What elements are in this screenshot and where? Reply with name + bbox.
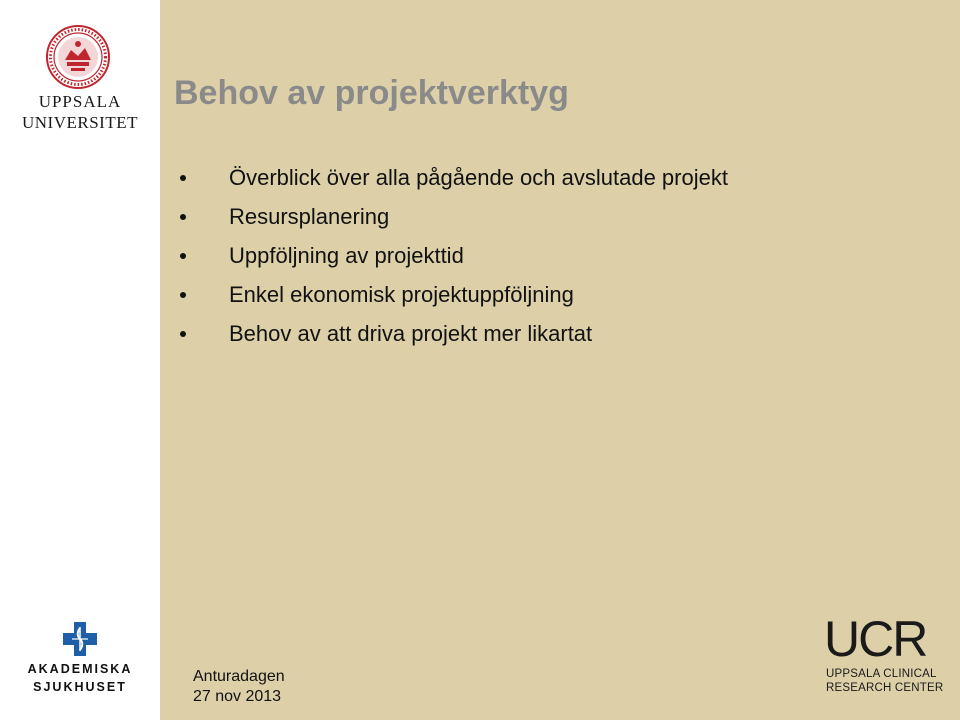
- bullet-text: Behov av att driva projekt mer likartat: [229, 321, 593, 346]
- akademiska-logo-line1: AKADEMISKA: [27, 662, 133, 676]
- ucr-logo-line1: UPPSALA CLINICAL: [826, 668, 937, 680]
- uppsala-logo-line2: UNIVERSITET: [22, 113, 138, 132]
- slide-title: Behov av projektverktyg: [174, 74, 569, 112]
- ucr-logo-mark: UCR: [824, 611, 927, 667]
- akademiska-logo-line2: SJUKHUSET: [33, 680, 127, 694]
- bullet-dot-icon: [180, 331, 186, 337]
- bullet-text: Överblick över alla pågående och avslutade projekt: [229, 165, 728, 190]
- footer-date: 27 nov 2013: [193, 688, 282, 705]
- ucr-logo-line2: RESEARCH CENTER: [826, 682, 944, 694]
- logo-sidebar: [0, 0, 160, 720]
- akademiska-cross-icon: [63, 622, 97, 656]
- bullet-dot-icon: [180, 253, 186, 259]
- bullet-text: Enkel ekonomisk projektuppföljning: [229, 282, 574, 307]
- bullet-text: Uppföljning av projekttid: [229, 243, 464, 268]
- uppsala-university-seal-icon: [45, 24, 111, 90]
- bullet-dot-icon: [180, 214, 186, 220]
- bullet-text: Resursplanering: [229, 204, 390, 229]
- bullet-dot-icon: [180, 175, 186, 181]
- footer-event: Anturadagen: [193, 668, 285, 685]
- bullet-dot-icon: [180, 292, 186, 298]
- uppsala-logo-line1: UPPSALA: [38, 92, 122, 111]
